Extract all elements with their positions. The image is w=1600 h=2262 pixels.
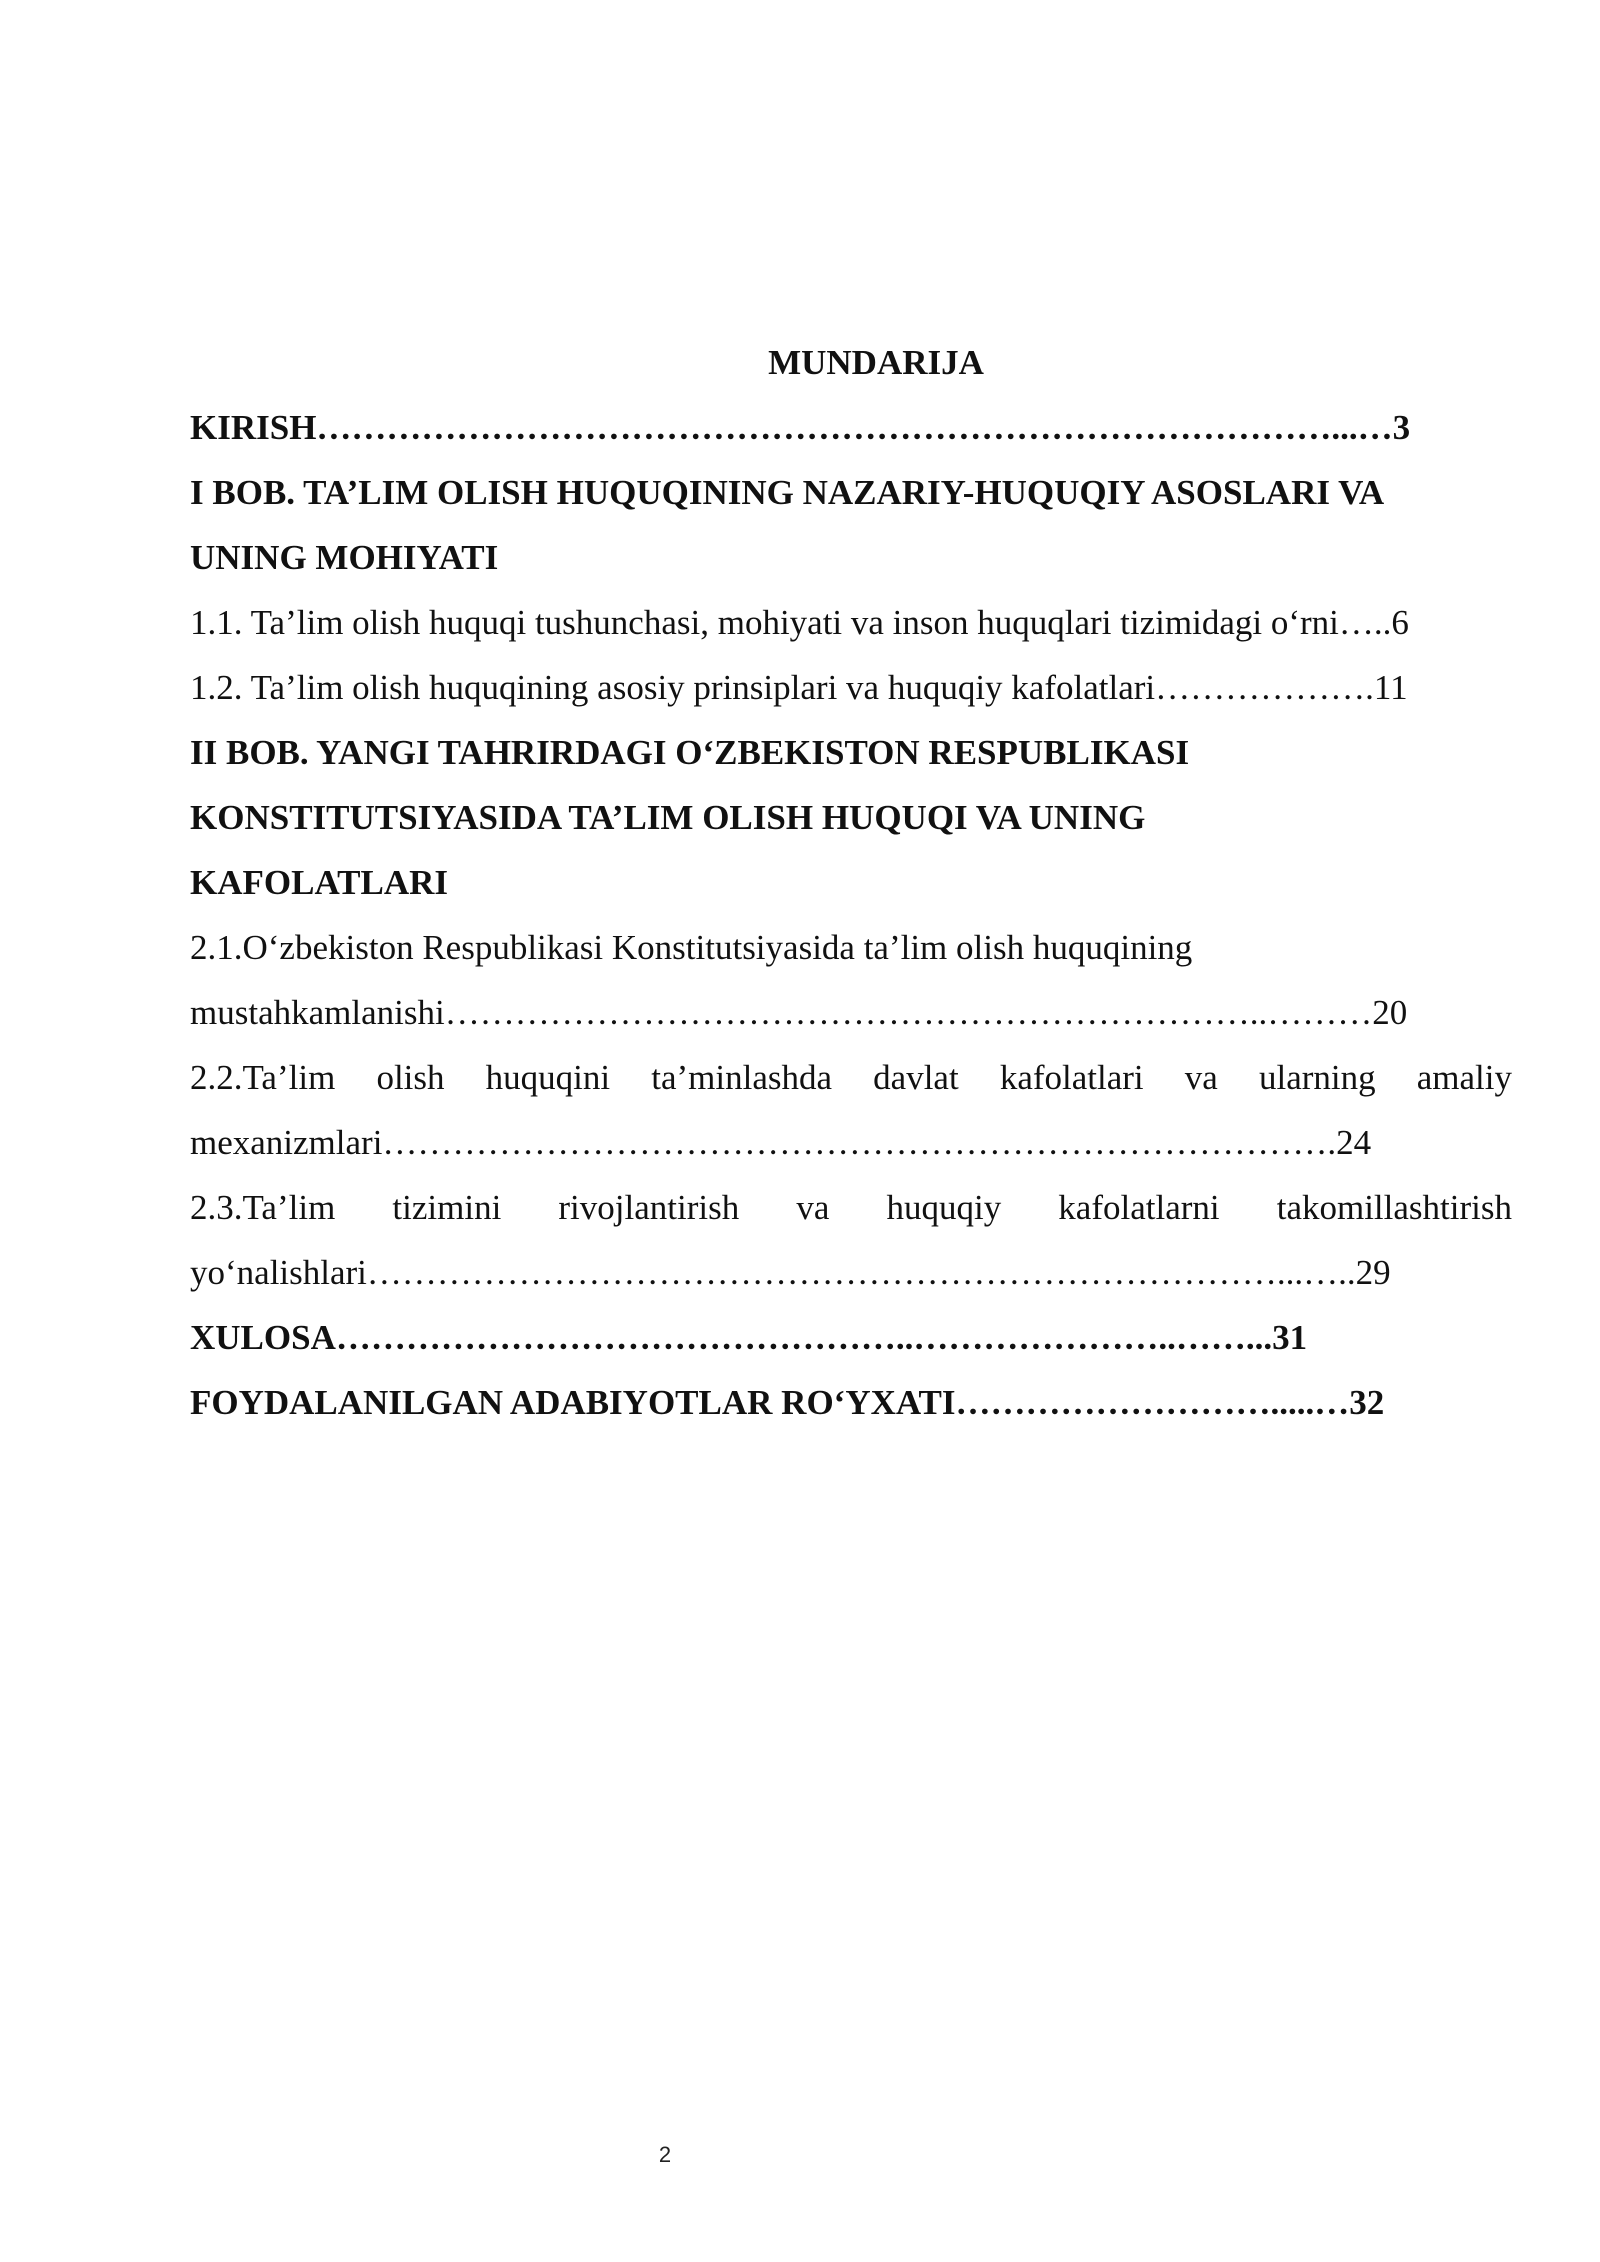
- toc-section-1-2: 1.2. Ta’lim olish huquqining asosiy prinsiplari va huquqiy kafolatlari……………….11: [190, 668, 1408, 707]
- page-number: 2: [658, 2142, 672, 2167]
- toc-chapter-1-heading-line-1: I BOB. TA’LIM OLISH HUQUQINING NAZARIY-HUQUQIY ASOSLARI VA: [190, 473, 1385, 512]
- toc-title: MUNDARIJA: [768, 343, 984, 382]
- toc-section-2-1-line-2: mustahkamlanishi……………………………………………………………..………20: [190, 993, 1408, 1032]
- toc-section-2-2-line-1: 2.2.Ta’lim olish huquqini ta’minlashda davlat kafolatlari va ularning amaliy: [190, 1058, 1512, 1097]
- toc-chapter-1-heading-line-2: UNING MOHIYATI: [190, 538, 499, 577]
- toc-chapter-2-heading-line-2: KONSTITUTSIYASIDA TA’LIM OLISH HUQUQI VA UNING: [190, 798, 1146, 837]
- toc-section-1-1: 1.1. Ta’lim olish huquqi tushunchasi, mohiyati va inson huquqlari tizimidagi o‘rni…..6: [190, 603, 1409, 642]
- table-of-contents: [190, 330, 1512, 1435]
- toc-entry-bibliography: FOYDALANILGAN ADABIYOTLAR RO‘YXATI……………………….....…32: [190, 1383, 1385, 1422]
- toc-section-2-1-line-1: 2.1.O‘zbekiston Respublikasi Konstitutsiyasida ta’lim olish huquqining: [190, 928, 1193, 967]
- toc-chapter-2-heading-line-3: KAFOLATLARI: [190, 863, 448, 902]
- toc-section-2-3-line-1: 2.3.Ta’lim tizimini rivojlantirish va huquqiy kafolatlarni takomillashtirish: [190, 1188, 1512, 1227]
- toc-entry-kirish: KIRISH……………………………………………………………………………...…3: [190, 408, 1411, 447]
- toc-section-2-3-line-2: yo‘nalishlari……………………………………………………………………...…..29: [190, 1253, 1391, 1292]
- toc-entry-xulosa: XULOSA…………………………………………..…………………..……...31: [190, 1318, 1308, 1357]
- toc-section-2-2-line-2: mexanizmlari……………………………………………………………………….24: [190, 1123, 1372, 1162]
- toc-chapter-2-heading-line-1: II BOB. YANGI TAHRIRDAGI O‘ZBEKISTON RESPUBLIKASI: [190, 733, 1190, 772]
